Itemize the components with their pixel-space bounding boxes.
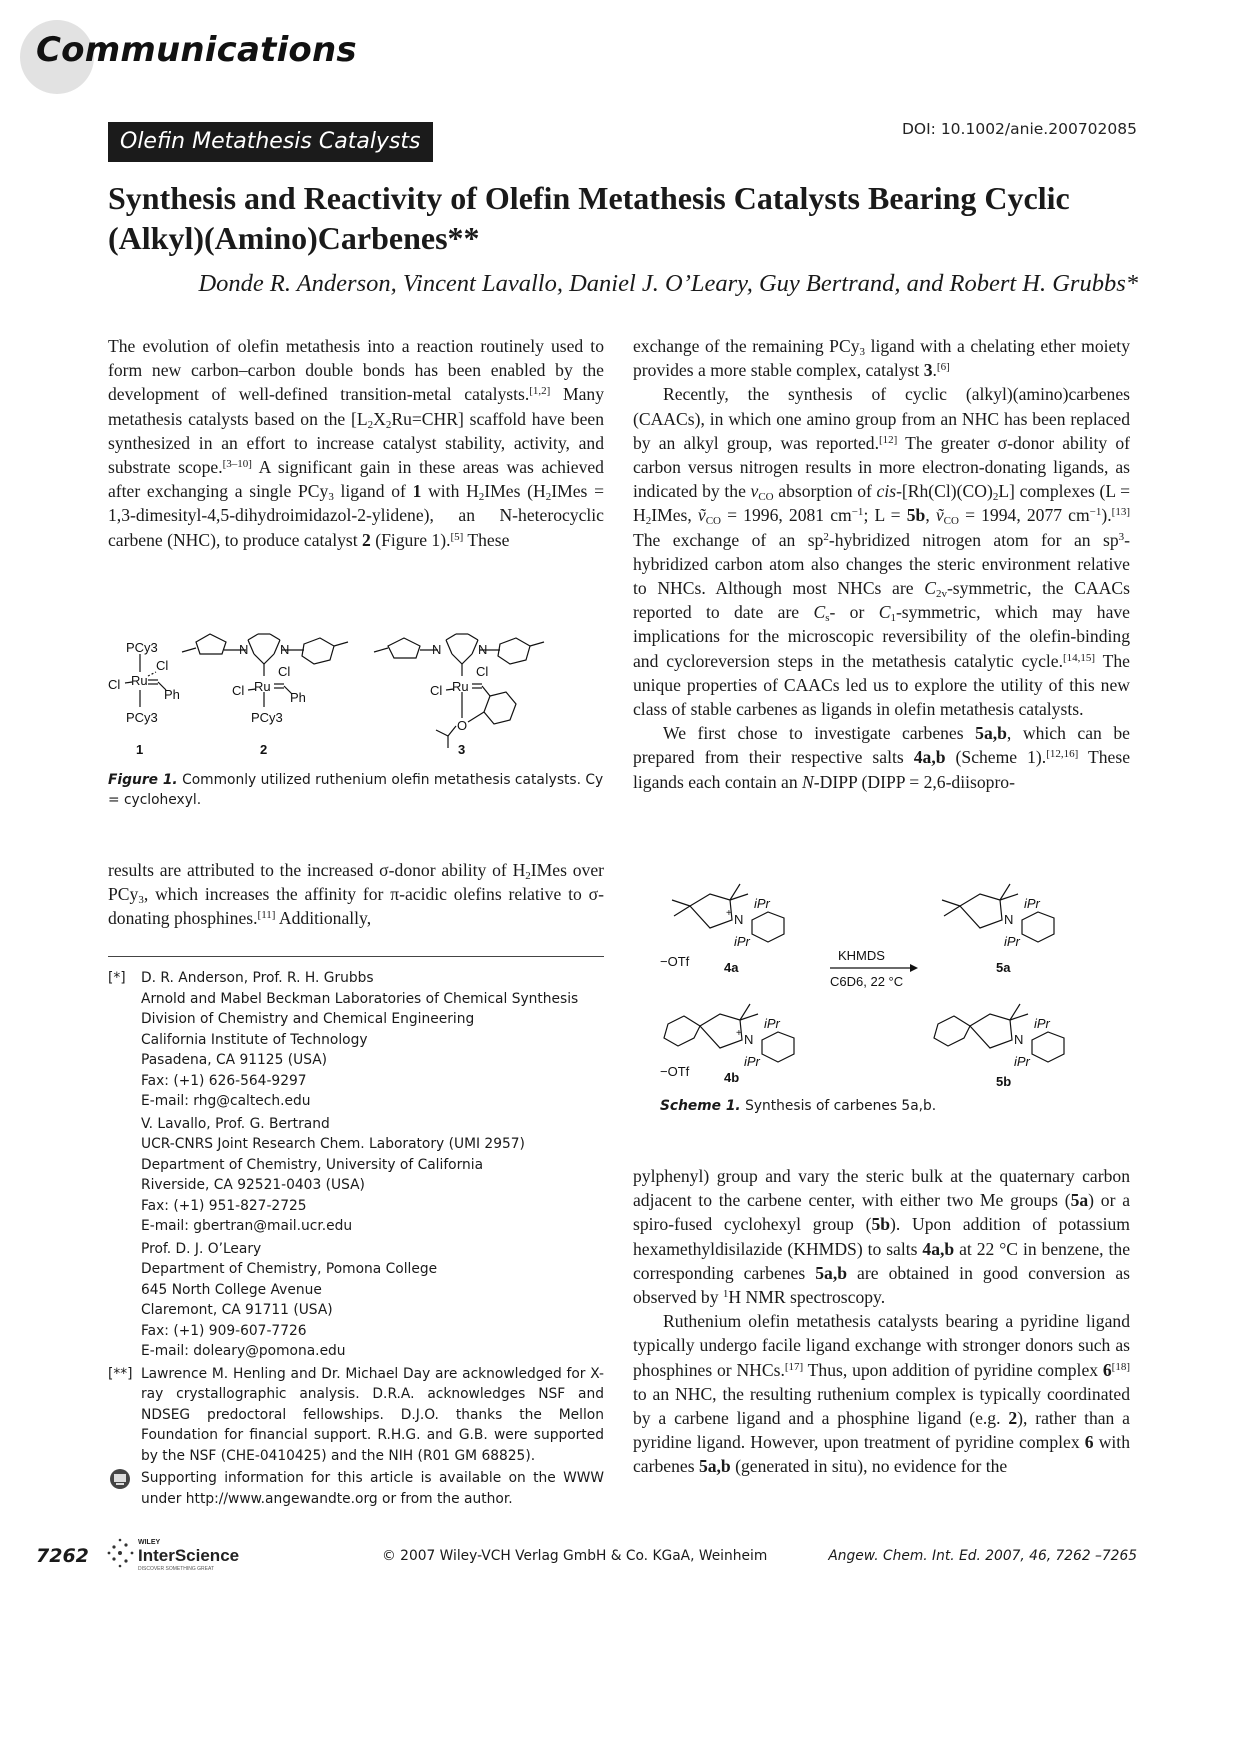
ipr-label: iPr [754,896,770,911]
affiliation-group [141,1239,604,1362]
cl-label: Cl [430,683,443,698]
n-label: N [744,1032,754,1047]
compound-label-3: 3 [458,742,466,757]
figure-1-caption-text: Commonly utilized ruthenium olefin metathesis catalysts. Cy = cyclohexyl. [108,772,604,808]
compound-label-4a: 4a [724,960,739,975]
ipr-label: iPr [1014,1054,1030,1069]
reaction-arrow-head [910,964,918,972]
footnote-mark: [*] [108,970,126,986]
compound-label-1: 1 [136,742,144,757]
cl-label: Cl [232,683,245,698]
publisher-logo[interactable] [106,1533,276,1573]
body-text-right-bottom [633,1164,1130,1479]
article-title: Synthesis and Reactivity of Olefin Metathesis Catalysts Bearing Cyclic (Alkyl)(Amino)Carbenes** [108,180,1070,256]
affiliation-line: Pasadena, CA 91125 (USA) [141,1052,328,1068]
o-label: O [457,718,468,733]
salt-4b-structure [664,1004,794,1062]
counterion-label: −OTf [660,954,690,969]
catalyst-2-structure [182,634,348,707]
affiliation-line: Fax: (+1) 909-607-7726 [141,1322,307,1339]
cl-label: Cl [476,664,489,679]
cl-label: Cl [278,664,291,679]
n-label: N [432,642,442,657]
affiliation-line: Department of Chemistry, University of California [141,1156,484,1173]
n-label: N [478,642,488,657]
scheme-1-reaction [660,876,1130,1092]
cl-label: Cl [156,658,169,673]
reagent-label: KHMDS [838,948,885,963]
scheme-1-caption [660,1096,1130,1116]
compound-label-5a: 5a [996,960,1011,975]
page-number: 7262 [36,1545,89,1567]
affiliation-line: Fax: (+1) 951-827-2725 [141,1197,307,1214]
figure-1-caption-label: Figure 1. [108,772,178,788]
ipr-label: iPr [1034,1016,1050,1031]
body-text-left-bottom [108,858,604,931]
supporting-info-text[interactable]: Supporting information for this article is available on the WWW under http://www.angewandte.org or from the author. [141,1470,604,1507]
affiliation-line: UCR-CNRS Joint Research Chem. Laboratory (UMI 2957) [141,1136,525,1152]
computer-icon [108,1468,134,1490]
conditions-label: C6D6, 22 °C [830,974,904,989]
ipr-label: iPr [744,1054,760,1069]
ipr-label: iPr [1024,896,1040,911]
affiliation-line: Claremont, CA 91711 (USA) [141,1302,333,1318]
n-label: N [1014,1032,1024,1047]
counterion-label: −OTf [660,1064,690,1079]
ipr-label: iPr [764,1016,780,1031]
logo-text: InterScience [138,1546,240,1565]
footnote-mark: [**] [108,1365,133,1382]
author-list: Donde R. Anderson, Vincent Lavallo, Daniel J. O’Leary, Guy Bertrand, and Robert H. Grubbs* [198,270,1138,297]
affiliation-line: Riverside, CA 92521-0403 (USA) [141,1177,365,1193]
affiliation-line: Department of Chemistry, Pomona College [141,1261,438,1277]
ipr-label: iPr [734,934,750,949]
paragraph: exchange of the remaining PCy$_3$ ligand with a chelating ether moiety provides a more stable complex, catalyst 3.[6] [633,336,1130,381]
ipr-label: iPr [1004,934,1020,949]
footnotes [108,968,604,1509]
logo-tagline: DISCOVER SOMETHING GREAT [138,1566,215,1572]
n-label: N [280,642,290,657]
ph-label: Ph [164,687,180,702]
paragraph: We first chose to investigate carbenes 5a,b, which can be prepared from their respective salts 4a,b (Scheme 1).[12,16] These ligands each contain an N-DIPP (DIPP = 2,6-diisopro- [633,723,1131,792]
copyright: © 2007 Wiley-VCH Verlag GmbH & Co. KGaA, Weinheim [382,1548,768,1564]
email-link[interactable]: E-mail: rhg@caltech.edu [141,1093,311,1109]
pcy3-label: PCy3 [126,640,158,655]
scheme-1-caption-label: Scheme 1. [660,1098,741,1114]
ru-label: Ru [254,679,271,694]
paragraph: Recently, the synthesis of cyclic (alkyl)(amino)carbenes (CAACs), in which one amino group from an NHC has been replaced by an alkyl group, was reported.[12] The greater σ-donor ability of carbon versus nitrogen results in more electron-donating ligands, as indicated by the $\nu_{CO}$ absorption of cis-$[Rh(Cl)(CO)_2L]$ complexes ($L = H_2IMes$, ṽ$_{CO}$ = 1996, 2081 $cm^{-1}$; L = 5b, ṽ$_{CO}$ = 1994, 2077 $cm^{-1}).[13]$ The exchange of an $sp^2$-hybridized nitrogen atom for an $sp^3$-hybridized carbon atom also changes the steric environment relative to NHCs. Although most NHCs are $C_{2v}$-symmetric, the CAACs reported to date are $C_s-$ or $C_1$-symmetric, which may have implications for the microscopic reversibility of the olefin-binding and cycloreversion steps in the metathesis catalytic cycle.[14,15] The unique properties of CAACs led us to explore the utility of this new class of stable carbenes as ligands in olefin metathesis catalysts. [633,384,1130,720]
paragraph: pylphenyl) group and vary the steric bulk at the quaternary carbon adjacent to the carbene center, with either two Me groups (5a) or a spiro-fused cyclohexyl group (5b). Upon addition of potassium hexamethyldisilazide (KHMDS) to salts 4a,b at 22 °C in benzene, the corresponding carbenes 5a,b are obtained in good conversion as observed by $^1$H NMR spectroscopy. [633,1166,1130,1308]
carbene-5b-structure [934,1004,1064,1062]
citation: Angew. Chem. Int. Ed. 2007, 46, 7262 –7265 [828,1548,1137,1564]
doi[interactable]: DOI: 10.1002/anie.200702085 [901,120,1137,138]
n-label: N [734,912,744,927]
compound-label-5b: 5b [996,1074,1012,1089]
affiliation-line: 645 North College Avenue [141,1281,322,1298]
pcy3-label: PCy3 [126,710,158,725]
ph-label: Ph [290,690,306,705]
affiliation-line: D. R. Anderson, Prof. R. H. Grubbs [141,970,374,986]
acknowledgement-text: Lawrence M. Henling and Dr. Michael Day are acknowledged for X-ray crystallographic analysis. D.R.A. acknowledges NSF and NDSEG predoctoral fellowships. D.J.O. thanks the Mellon Foundation for financial support. R.H.G. and G.B. were supported by the NSF (CHE-0410425) and the NIH (R01 GM 68825). [141,1365,604,1464]
affiliation-line: Fax: (+1) 626-564-9297 [141,1072,307,1089]
compound-label-4b: 4b [724,1070,740,1085]
plus-label: + [736,1028,742,1039]
supporting-info-footnote [108,1468,604,1509]
affiliation-line: Prof. D. J. O’Leary [141,1240,262,1257]
affiliation-line: California Institute of Technology [141,1031,368,1048]
email-link[interactable]: E-mail: gbertran@mail.ucr.edu [141,1218,353,1234]
ru-label: Ru [131,673,148,688]
ru-label: Ru [452,679,469,694]
pcy3-label: PCy3 [251,710,283,725]
body-text-left-top [108,334,604,552]
plus-label: + [726,908,732,919]
interscience-icon [108,1539,134,1568]
affiliations-footnote [108,968,604,1362]
email-link[interactable]: E-mail: doleary@pomona.edu [141,1343,346,1359]
paragraph: The evolution of olefin metathesis into a reaction routinely used to form new carbon–carbon double bonds has been enabled by the development of well-defined transition-metal catalysts.[1,2] Many metathesis catalysts based on the $[L_2X_2Ru=CHR]$ scaffold have been synthesized in an effort to increase catalyst stability, activity, and substrate scope.[3–10] A significant gain in these areas was achieved after exchanging a single PCy$_3$ ligand of 1 with $H_2IMes$ ($H_2IMes$ = 1,3-dimesityl-4,5-dihydroimidazol-2-ylidene), an N-heterocyclic carbene (NHC), to produce catalyst 2 (Figure 1).[5] These [108,336,605,550]
logo-small-text: WILEY [138,1539,161,1546]
carbene-5a-structure [942,884,1054,942]
category-tag: Olefin Metathesis Catalysts [108,122,433,162]
paragraph: results are attributed to the increased σ-donor ability of $H_2IMes$ over PCy$_3$, which increases the affinity for π-acidic olefins relative to σ-donating phosphines.[11] Additionally, [108,860,604,929]
figure-1-structures [108,632,608,762]
cl-label: Cl [108,677,121,692]
scheme-1-caption-text: Synthesis of carbenes 5a,b. [745,1098,937,1114]
affiliation-line: Arnold and Mabel Beckman Laboratories of Chemical Synthesis [141,990,579,1007]
affiliation-group [141,968,604,1112]
n-label: N [1004,912,1014,927]
affiliation-line: Division of Chemistry and Chemical Engineering [141,1011,475,1027]
compound-label-2: 2 [260,742,268,757]
figure-1-caption [108,770,604,810]
acknowledgement-footnote [108,1364,604,1467]
section-label: Communications [36,30,357,70]
n-label: N [239,642,249,657]
affiliation-line: V. Lavallo, Prof. G. Bertrand [141,1115,330,1132]
footnote-divider [108,956,604,957]
paragraph: Ruthenium olefin metathesis catalysts bearing a pyridine ligand typically undergo facile ligand exchange with stronger donors such as phosphines or NHCs.[17] Thus, upon addition of pyridine complex 6[18] to an NHC, the resulting ruthenium complex is typically coordinated by a carbene ligand and a phosphine ligand (e.g. 2), rather than a pyridine ligand. However, upon treatment of pyridine complex 6 with carbenes 5a,b (generated in situ), no evidence for the [633,1311,1130,1477]
body-text-right-top [633,334,1130,794]
affiliation-group [141,1114,604,1237]
